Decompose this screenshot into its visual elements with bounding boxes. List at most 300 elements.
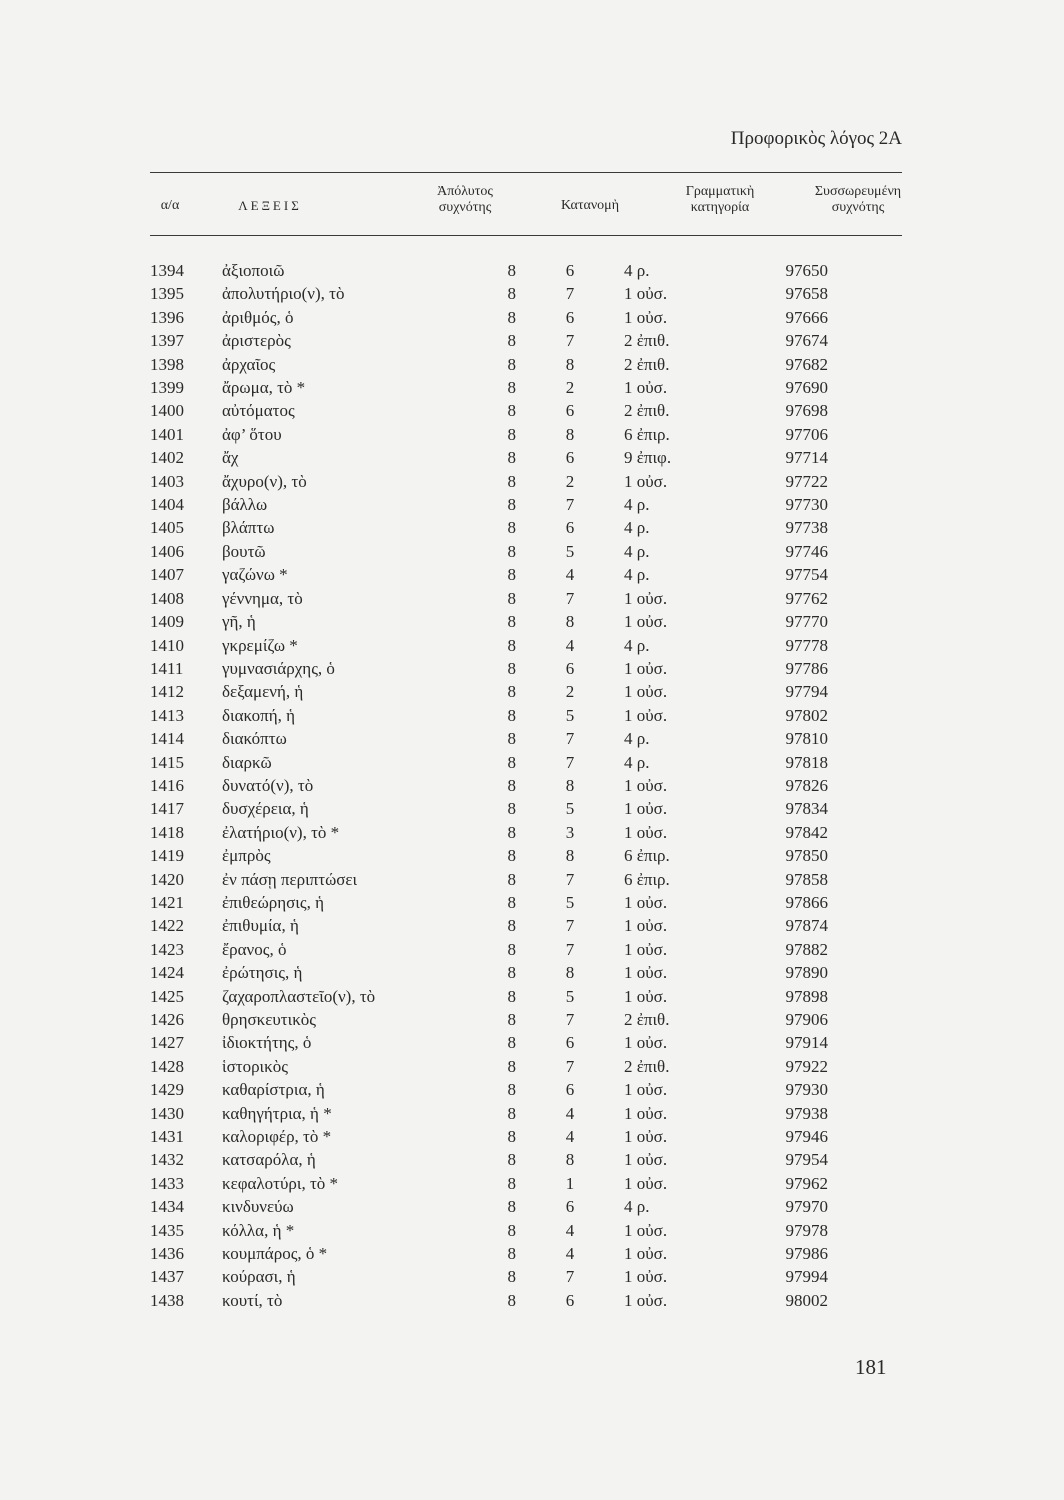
row-index: 1415 bbox=[150, 752, 184, 772]
row-absolute-frequency: 8 bbox=[507, 658, 516, 678]
row-distribution: 4 bbox=[565, 1220, 575, 1240]
row-distribution: 3 bbox=[565, 822, 575, 842]
row-grammatical-category: 1 οὐσ. bbox=[624, 682, 668, 702]
row-absolute-frequency: 8 bbox=[507, 565, 516, 585]
row-cumulative-frequency: 97882 bbox=[785, 939, 828, 959]
row-index: 1429 bbox=[150, 1080, 184, 1100]
row-index: 1394 bbox=[150, 261, 184, 280]
row-absolute-frequency: 8 bbox=[507, 1010, 516, 1029]
row-cumulative-frequency: 97834 bbox=[785, 799, 828, 819]
row-cumulative-frequency: 97738 bbox=[785, 518, 828, 538]
row-word: ἐμπρὸς bbox=[222, 846, 271, 866]
row-absolute-frequency: 8 bbox=[507, 1290, 516, 1310]
row-index: 1412 bbox=[150, 682, 184, 702]
row-grammatical-category: 1 οὐσ. bbox=[624, 1290, 668, 1310]
row-absolute-frequency: 8 bbox=[507, 729, 516, 749]
table-row bbox=[150, 1055, 828, 1078]
row-word: δυσχέρεια, ἡ bbox=[222, 799, 309, 819]
row-index: 1437 bbox=[150, 1267, 184, 1287]
row-word: γαζώνω * bbox=[222, 565, 288, 585]
row-absolute-frequency: 8 bbox=[507, 424, 516, 444]
row-distribution: 8 bbox=[565, 424, 575, 444]
row-cumulative-frequency: 97930 bbox=[785, 1080, 828, 1100]
table-row bbox=[150, 1289, 828, 1312]
row-index: 1404 bbox=[150, 495, 184, 515]
row-word: ἔρανος, ὁ bbox=[222, 939, 287, 959]
row-cumulative-frequency: 97802 bbox=[785, 705, 828, 725]
row-cumulative-frequency: 97674 bbox=[785, 331, 828, 351]
row-absolute-frequency: 8 bbox=[507, 682, 516, 702]
row-index: 1407 bbox=[150, 565, 184, 585]
table-row bbox=[150, 634, 828, 657]
table-row bbox=[150, 657, 828, 680]
row-index: 1411 bbox=[150, 658, 184, 678]
row-grammatical-category: 1 οὐσ. bbox=[624, 963, 668, 983]
table-row bbox=[150, 1008, 828, 1031]
row-word: ἄχυρο(ν), τὸ bbox=[222, 471, 307, 491]
column-header-cumulative-line1: Συσσωρευμένη bbox=[814, 184, 902, 199]
row-absolute-frequency: 8 bbox=[507, 1103, 516, 1123]
row-index: 1396 bbox=[150, 307, 184, 327]
row-distribution: 7 bbox=[565, 588, 575, 608]
row-cumulative-frequency: 98002 bbox=[785, 1290, 828, 1310]
row-word: διακοπή, ἡ bbox=[222, 705, 296, 725]
row-absolute-frequency: 8 bbox=[507, 471, 516, 491]
row-distribution: 6 bbox=[565, 1033, 575, 1053]
row-distribution: 5 bbox=[565, 986, 575, 1006]
row-index: 1399 bbox=[150, 378, 184, 398]
table-row bbox=[150, 680, 828, 703]
table-row bbox=[150, 1148, 828, 1171]
row-absolute-frequency: 8 bbox=[507, 354, 516, 374]
row-grammatical-category: 1 οὐσ. bbox=[624, 916, 668, 936]
row-cumulative-frequency: 97890 bbox=[785, 963, 828, 983]
row-word: ἀρχαῖος bbox=[222, 354, 276, 374]
row-cumulative-frequency: 97914 bbox=[785, 1033, 828, 1053]
row-grammatical-category: 2 ἐπιθ. bbox=[624, 331, 670, 351]
table-row bbox=[150, 1219, 828, 1242]
row-word: γῆ, ἡ bbox=[222, 612, 256, 632]
table-row bbox=[150, 751, 828, 774]
row-index: 1419 bbox=[150, 846, 184, 866]
row-word: βουτῶ bbox=[222, 541, 266, 561]
row-absolute-frequency: 8 bbox=[507, 261, 516, 280]
row-absolute-frequency: 8 bbox=[507, 1267, 516, 1287]
page-number: 181 bbox=[855, 1355, 887, 1379]
row-absolute-frequency: 8 bbox=[507, 892, 516, 912]
row-absolute-frequency: 8 bbox=[507, 448, 516, 468]
table-row bbox=[150, 1195, 828, 1218]
row-cumulative-frequency: 97698 bbox=[785, 401, 828, 421]
row-word: ἱστορικὸς bbox=[222, 1056, 288, 1076]
row-word: ἐλατήριο(ν), τὸ * bbox=[222, 822, 340, 842]
row-cumulative-frequency: 97858 bbox=[785, 869, 828, 889]
row-grammatical-category: 4 ρ. bbox=[624, 518, 650, 538]
frequency-table bbox=[150, 259, 828, 1312]
row-absolute-frequency: 8 bbox=[507, 869, 516, 889]
row-index: 1406 bbox=[150, 541, 184, 561]
table-row bbox=[150, 259, 828, 282]
row-index: 1413 bbox=[150, 705, 184, 725]
row-index: 1432 bbox=[150, 1150, 184, 1170]
column-header-absolute-line1: Ἀπόλυτος bbox=[437, 184, 493, 199]
row-index: 1416 bbox=[150, 775, 184, 795]
row-cumulative-frequency: 97682 bbox=[785, 354, 828, 374]
row-cumulative-frequency: 97810 bbox=[785, 729, 828, 749]
row-distribution: 6 bbox=[565, 1197, 575, 1217]
table-row bbox=[150, 610, 828, 633]
row-absolute-frequency: 8 bbox=[507, 1080, 516, 1100]
table-row bbox=[150, 563, 828, 586]
row-absolute-frequency: 8 bbox=[507, 331, 516, 351]
table-row bbox=[150, 704, 828, 727]
row-distribution: 7 bbox=[565, 331, 575, 351]
table-row bbox=[150, 961, 828, 984]
row-distribution: 5 bbox=[565, 892, 575, 912]
row-grammatical-category: 1 οὐσ. bbox=[624, 1127, 668, 1147]
row-cumulative-frequency: 97770 bbox=[785, 612, 828, 632]
row-index: 1397 bbox=[150, 331, 184, 351]
row-word: κουμπάρος, ὁ * bbox=[222, 1244, 328, 1264]
row-distribution: 7 bbox=[565, 916, 575, 936]
row-absolute-frequency: 8 bbox=[507, 1173, 516, 1193]
row-index: 1422 bbox=[150, 916, 184, 936]
row-word: κόλλα, ἡ * bbox=[222, 1220, 295, 1240]
row-grammatical-category: 1 οὐσ. bbox=[624, 1267, 668, 1287]
row-index: 1414 bbox=[150, 729, 184, 749]
row-distribution: 4 bbox=[565, 565, 575, 585]
row-distribution: 6 bbox=[565, 658, 575, 678]
row-absolute-frequency: 8 bbox=[507, 916, 516, 936]
row-cumulative-frequency: 97730 bbox=[785, 495, 828, 515]
row-word: ἀφ’ ὅτου bbox=[222, 424, 282, 444]
row-cumulative-frequency: 97666 bbox=[785, 307, 828, 327]
row-grammatical-category: 1 οὐσ. bbox=[624, 775, 668, 795]
row-grammatical-category: 4 ρ. bbox=[624, 635, 650, 655]
table-row bbox=[150, 844, 828, 867]
table-row bbox=[150, 868, 828, 891]
row-absolute-frequency: 8 bbox=[507, 588, 516, 608]
row-cumulative-frequency: 97746 bbox=[785, 541, 828, 561]
row-distribution: 5 bbox=[565, 799, 575, 819]
row-grammatical-category: 2 ἐπιθ. bbox=[624, 1056, 670, 1076]
row-word: γυμνασιάρχης, ὁ bbox=[222, 658, 335, 678]
row-index: 1398 bbox=[150, 354, 184, 374]
row-absolute-frequency: 8 bbox=[507, 1127, 516, 1147]
row-cumulative-frequency: 97978 bbox=[785, 1220, 828, 1240]
table-row bbox=[150, 399, 828, 422]
row-grammatical-category: 1 οὐσ. bbox=[624, 588, 668, 608]
row-index: 1403 bbox=[150, 471, 184, 491]
row-word: αὐτόματος bbox=[222, 401, 295, 421]
row-distribution: 4 bbox=[565, 1127, 575, 1147]
row-index: 1436 bbox=[150, 1244, 184, 1264]
row-cumulative-frequency: 97922 bbox=[785, 1056, 828, 1076]
row-index: 1423 bbox=[150, 939, 184, 959]
row-word: καλοριφέρ, τὸ * bbox=[222, 1127, 332, 1147]
row-grammatical-category: 4 ρ. bbox=[624, 565, 650, 585]
table-row bbox=[150, 353, 828, 376]
row-index: 1426 bbox=[150, 1010, 184, 1029]
row-grammatical-category: 1 οὐσ. bbox=[624, 378, 668, 398]
row-distribution: 5 bbox=[565, 705, 575, 725]
row-word: βλάπτω bbox=[222, 518, 275, 538]
row-grammatical-category: 1 οὐσ. bbox=[624, 1033, 668, 1053]
row-distribution: 6 bbox=[565, 1080, 575, 1100]
row-cumulative-frequency: 97786 bbox=[785, 658, 828, 678]
table-row bbox=[150, 774, 828, 797]
running-title: Προφορικὸς λόγος 2Α bbox=[730, 128, 902, 149]
column-header-absolute-line2: συχνότης bbox=[438, 200, 492, 215]
table-row bbox=[150, 282, 828, 305]
row-word: γέννημα, τὸ bbox=[222, 588, 303, 608]
table-row bbox=[150, 516, 828, 539]
table-row bbox=[150, 540, 828, 563]
row-word: ἰδιοκτήτης, ὁ bbox=[222, 1033, 312, 1053]
row-cumulative-frequency: 97826 bbox=[785, 775, 828, 795]
row-absolute-frequency: 8 bbox=[507, 986, 516, 1006]
row-grammatical-category: 1 οὐσ. bbox=[624, 705, 668, 725]
table-row bbox=[150, 329, 828, 352]
row-grammatical-category: 1 οὐσ. bbox=[624, 799, 668, 819]
row-absolute-frequency: 8 bbox=[507, 307, 516, 327]
row-distribution: 4 bbox=[565, 1244, 575, 1264]
row-absolute-frequency: 8 bbox=[507, 799, 516, 819]
row-word: κεφαλοτύρι, τὸ * bbox=[222, 1173, 339, 1193]
row-cumulative-frequency: 97898 bbox=[785, 986, 828, 1006]
row-index: 1433 bbox=[150, 1173, 184, 1193]
row-grammatical-category: 2 ἐπιθ. bbox=[624, 401, 670, 421]
row-distribution: 5 bbox=[565, 541, 575, 561]
row-distribution: 2 bbox=[565, 682, 575, 702]
row-grammatical-category: 1 οὐσ. bbox=[624, 307, 668, 327]
row-word: κινδυνεύω bbox=[222, 1197, 294, 1217]
row-word: γκρεμίζω * bbox=[222, 635, 298, 655]
header-top-rule bbox=[150, 172, 902, 173]
row-word: ἄρωμα, τὸ * bbox=[222, 378, 306, 398]
table-row bbox=[150, 891, 828, 914]
row-cumulative-frequency: 97906 bbox=[785, 1010, 828, 1029]
column-header-grammatical-line1: Γραμματικὴ bbox=[685, 184, 755, 199]
row-index: 1434 bbox=[150, 1197, 184, 1217]
row-grammatical-category: 6 ἐπιρ. bbox=[624, 846, 670, 866]
row-distribution: 6 bbox=[565, 401, 575, 421]
row-absolute-frequency: 8 bbox=[507, 963, 516, 983]
column-header-grammatical-category bbox=[660, 184, 780, 216]
row-index: 1430 bbox=[150, 1103, 184, 1123]
row-absolute-frequency: 8 bbox=[507, 518, 516, 538]
row-index: 1405 bbox=[150, 518, 184, 538]
row-cumulative-frequency: 97650 bbox=[785, 261, 828, 280]
table-row bbox=[150, 1242, 828, 1265]
row-cumulative-frequency: 97778 bbox=[785, 635, 828, 655]
row-absolute-frequency: 8 bbox=[507, 1056, 516, 1076]
row-word: διακόπτω bbox=[222, 729, 287, 749]
row-distribution: 7 bbox=[565, 1267, 575, 1287]
row-cumulative-frequency: 97722 bbox=[785, 471, 828, 491]
row-distribution: 7 bbox=[565, 1010, 575, 1029]
row-distribution: 7 bbox=[565, 284, 575, 304]
row-absolute-frequency: 8 bbox=[507, 1220, 516, 1240]
table-row bbox=[150, 727, 828, 750]
table-row bbox=[150, 493, 828, 516]
table-row bbox=[150, 797, 828, 820]
row-absolute-frequency: 8 bbox=[507, 1033, 516, 1053]
row-cumulative-frequency: 97946 bbox=[785, 1127, 828, 1147]
row-word: ἄχ bbox=[222, 448, 239, 468]
row-word: ἐν πάσῃ περιπτώσει bbox=[222, 869, 358, 889]
row-absolute-frequency: 8 bbox=[507, 822, 516, 842]
row-index: 1409 bbox=[150, 612, 184, 632]
table-row bbox=[150, 306, 828, 329]
row-distribution: 7 bbox=[565, 939, 575, 959]
row-word: ἐπιθεώρησις, ἡ bbox=[222, 892, 324, 912]
column-header-index: α/α bbox=[160, 198, 180, 213]
row-grammatical-category: 1 οὐσ. bbox=[624, 892, 668, 912]
table-row bbox=[150, 470, 828, 493]
row-index: 1435 bbox=[150, 1220, 184, 1240]
column-header-cumulative-line2: συχνότης bbox=[831, 200, 885, 215]
row-absolute-frequency: 8 bbox=[507, 705, 516, 725]
row-word: καθαρίστρια, ἡ bbox=[222, 1080, 325, 1100]
row-index: 1428 bbox=[150, 1056, 184, 1076]
row-grammatical-category: 1 οὐσ. bbox=[624, 1150, 668, 1170]
row-grammatical-category: 1 οὐσ. bbox=[624, 939, 668, 959]
table-row bbox=[150, 1078, 828, 1101]
row-word: βάλλω bbox=[222, 495, 268, 515]
row-index: 1417 bbox=[150, 799, 184, 819]
row-distribution: 8 bbox=[565, 612, 575, 632]
column-header-grammatical-line2: κατηγορία bbox=[690, 200, 750, 215]
row-grammatical-category: 4 ρ. bbox=[624, 541, 650, 561]
row-absolute-frequency: 8 bbox=[507, 1244, 516, 1264]
row-index: 1408 bbox=[150, 588, 184, 608]
table-row bbox=[150, 1102, 828, 1125]
row-word: ἀριθμός, ὁ bbox=[222, 307, 294, 327]
row-distribution: 7 bbox=[565, 752, 575, 772]
table-row bbox=[150, 914, 828, 937]
row-absolute-frequency: 8 bbox=[507, 846, 516, 866]
row-distribution: 8 bbox=[565, 775, 575, 795]
row-grammatical-category: 4 ρ. bbox=[624, 752, 650, 772]
row-absolute-frequency: 8 bbox=[507, 939, 516, 959]
table-row bbox=[150, 1125, 828, 1148]
column-header-cumulative-frequency bbox=[796, 184, 920, 216]
row-distribution: 7 bbox=[565, 869, 575, 889]
row-cumulative-frequency: 97818 bbox=[785, 752, 828, 772]
row-index: 1438 bbox=[150, 1290, 184, 1310]
row-absolute-frequency: 8 bbox=[507, 775, 516, 795]
row-grammatical-category: 1 οὐσ. bbox=[624, 1103, 668, 1123]
row-index: 1420 bbox=[150, 869, 184, 889]
row-index: 1425 bbox=[150, 986, 184, 1006]
row-absolute-frequency: 8 bbox=[507, 1197, 516, 1217]
row-index: 1400 bbox=[150, 401, 184, 421]
row-grammatical-category: 1 οὐσ. bbox=[624, 1173, 668, 1193]
table-row bbox=[150, 938, 828, 961]
row-cumulative-frequency: 97706 bbox=[785, 424, 828, 444]
row-cumulative-frequency: 97962 bbox=[785, 1173, 828, 1193]
row-index: 1424 bbox=[150, 963, 184, 983]
table-row bbox=[150, 1265, 828, 1288]
row-distribution: 7 bbox=[565, 729, 575, 749]
column-header-distribution: Κατανομὴ bbox=[560, 198, 620, 213]
row-cumulative-frequency: 97954 bbox=[785, 1150, 828, 1170]
row-cumulative-frequency: 97690 bbox=[785, 378, 828, 398]
row-grammatical-category: 4 ρ. bbox=[624, 261, 650, 280]
row-word: κούρασι, ἡ bbox=[222, 1267, 296, 1287]
row-distribution: 2 bbox=[565, 471, 575, 491]
table-row bbox=[150, 376, 828, 399]
row-absolute-frequency: 8 bbox=[507, 612, 516, 632]
row-word: θρησκευτικὸς bbox=[222, 1010, 317, 1029]
row-cumulative-frequency: 97842 bbox=[785, 822, 828, 842]
row-grammatical-category: 1 οὐσ. bbox=[624, 1220, 668, 1240]
row-grammatical-category: 1 οὐσ. bbox=[624, 1080, 668, 1100]
row-index: 1402 bbox=[150, 448, 184, 468]
table-row bbox=[150, 587, 828, 610]
row-distribution: 1 bbox=[565, 1173, 575, 1193]
table-row bbox=[150, 1031, 828, 1054]
row-distribution: 6 bbox=[565, 1290, 575, 1310]
row-cumulative-frequency: 97938 bbox=[785, 1103, 828, 1123]
row-distribution: 8 bbox=[565, 963, 575, 983]
row-cumulative-frequency: 97714 bbox=[785, 448, 828, 468]
row-word: ἀριστερὸς bbox=[222, 331, 291, 351]
header-bottom-rule bbox=[150, 235, 902, 236]
row-word: κουτί, τὸ bbox=[222, 1290, 283, 1310]
row-grammatical-category: 1 οὐσ. bbox=[624, 1244, 668, 1264]
table-row bbox=[150, 423, 828, 446]
row-grammatical-category: 1 οὐσ. bbox=[624, 986, 668, 1006]
table-row bbox=[150, 821, 828, 844]
row-grammatical-category: 1 οὐσ. bbox=[624, 612, 668, 632]
row-cumulative-frequency: 97866 bbox=[785, 892, 828, 912]
row-index: 1418 bbox=[150, 822, 184, 842]
row-absolute-frequency: 8 bbox=[507, 495, 516, 515]
row-distribution: 8 bbox=[565, 1150, 575, 1170]
row-grammatical-category: 1 οὐσ. bbox=[624, 284, 668, 304]
frequency-table-body bbox=[150, 259, 828, 1312]
row-index: 1395 bbox=[150, 284, 184, 304]
row-grammatical-category: 4 ρ. bbox=[624, 729, 650, 749]
row-distribution: 7 bbox=[565, 1056, 575, 1076]
row-cumulative-frequency: 97874 bbox=[785, 916, 828, 936]
row-cumulative-frequency: 97794 bbox=[785, 682, 828, 702]
row-distribution: 4 bbox=[565, 1103, 575, 1123]
row-grammatical-category: 1 οὐσ. bbox=[624, 471, 668, 491]
table-row bbox=[150, 1172, 828, 1195]
row-word: δεξαμενή, ἡ bbox=[222, 682, 304, 702]
row-distribution: 8 bbox=[565, 846, 575, 866]
row-cumulative-frequency: 97994 bbox=[785, 1267, 828, 1287]
row-word: ἐπιθυμία, ἡ bbox=[222, 916, 299, 936]
row-word: ἐρώτησις, ἡ bbox=[222, 963, 303, 983]
row-absolute-frequency: 8 bbox=[507, 401, 516, 421]
row-word: ἀπολυτήριο(ν), τὸ bbox=[222, 284, 345, 304]
row-word: καθηγήτρια, ἡ * bbox=[222, 1103, 332, 1123]
row-absolute-frequency: 8 bbox=[507, 541, 516, 561]
row-distribution: 6 bbox=[565, 261, 575, 280]
column-header-words: ΛΕΞΕΙΣ bbox=[238, 198, 302, 213]
row-word: ζαχαροπλαστεῖο(ν), τὸ bbox=[222, 986, 376, 1006]
row-grammatical-category: 4 ρ. bbox=[624, 1197, 650, 1217]
row-absolute-frequency: 8 bbox=[507, 1150, 516, 1170]
row-cumulative-frequency: 97850 bbox=[785, 846, 828, 866]
row-distribution: 6 bbox=[565, 448, 575, 468]
row-distribution: 8 bbox=[565, 354, 575, 374]
row-distribution: 2 bbox=[565, 378, 575, 398]
